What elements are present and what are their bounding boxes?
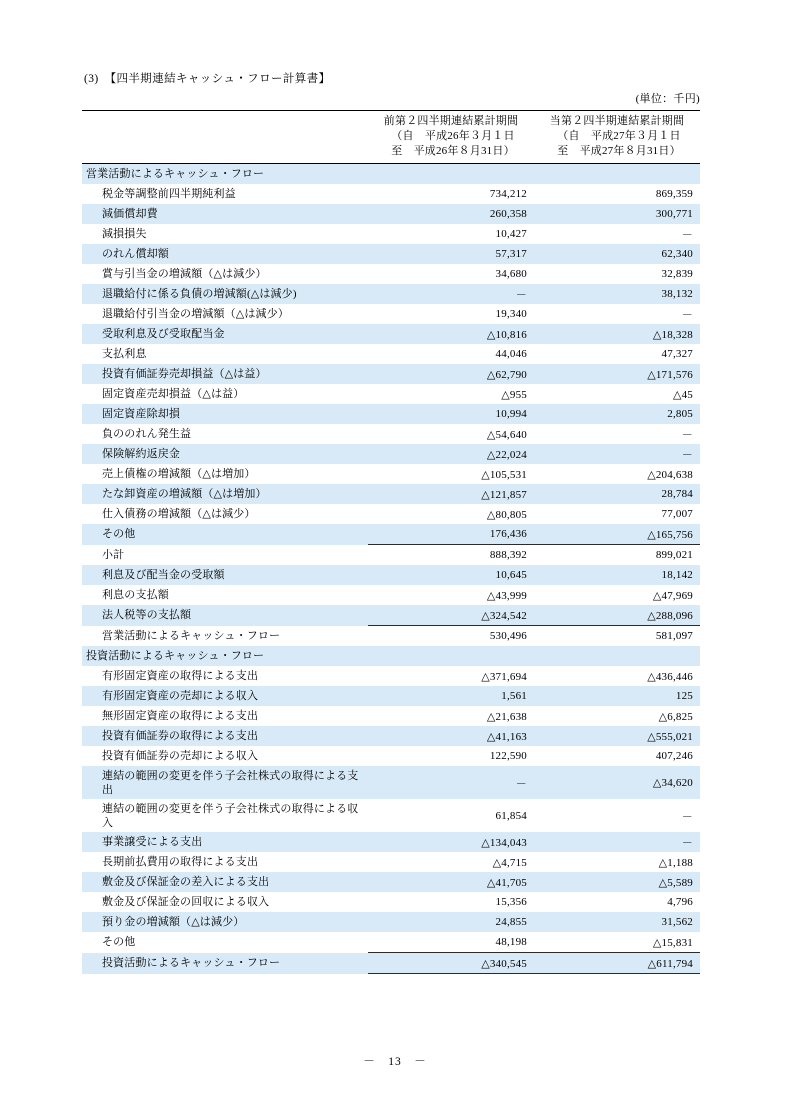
row-label (82, 666, 368, 686)
row-label-text: 投資有価証券の取得による支出 (102, 730, 259, 742)
row-value-curr: － (534, 224, 700, 244)
row-value-curr (534, 164, 700, 185)
prev-period-line1: 前第２四半期連結累計期間 (383, 115, 519, 127)
row-label (82, 264, 368, 284)
row-value-prev: △54,640 (368, 424, 534, 444)
row-value-curr: 32,839 (534, 264, 700, 284)
row-value-curr: 899,021 (534, 545, 700, 566)
row-label (82, 912, 368, 932)
row-label-text: のれん償却額 (102, 248, 169, 260)
table-row (82, 444, 700, 464)
row-label-text: 連結の範囲の変更を伴う子会社株式の取得による支出 (102, 770, 359, 796)
row-label (82, 545, 368, 566)
table-top-rule (82, 110, 700, 111)
table-row (82, 344, 700, 364)
row-value-prev: 10,645 (368, 565, 534, 585)
row-label-text: その他 (102, 528, 136, 541)
table-row (82, 953, 700, 974)
row-value-curr: － (534, 832, 700, 852)
row-value-curr: － (534, 444, 700, 464)
row-value-prev: △134,043 (368, 832, 534, 852)
row-label (82, 164, 368, 185)
row-label (82, 224, 368, 244)
row-value-curr: △204,638 (534, 464, 700, 484)
row-label (82, 504, 368, 524)
table-header (82, 111, 700, 164)
table-body (82, 164, 700, 974)
row-label-text: 長期前払費用の取得による支出 (102, 856, 259, 868)
table-row (82, 204, 700, 224)
row-value-curr: △34,620 (534, 766, 700, 799)
cash-flow-table (82, 110, 700, 974)
table-row (82, 504, 700, 524)
cash-flow-table-wrapper (82, 110, 700, 974)
row-label-text: 投資有価証券売却損益（△は益） (102, 368, 267, 380)
row-value-prev: － (368, 766, 534, 799)
row-value-curr: 125 (534, 686, 700, 706)
row-label-text: 減価償却費 (102, 208, 158, 220)
row-value-curr: 62,340 (534, 244, 700, 264)
row-label-text: 連結の範囲の変更を伴う子会社株式の取得による収入 (102, 803, 359, 829)
row-label (82, 484, 368, 504)
table-row (82, 484, 700, 504)
row-value-curr: 869,359 (534, 184, 700, 204)
table-row (82, 746, 700, 766)
row-label (82, 464, 368, 484)
row-label-text: 有形固定資産の売却による収入 (102, 690, 259, 702)
row-value-prev: 61,854 (368, 799, 534, 832)
unit-note: (単位：千円) (635, 93, 700, 105)
row-label (82, 244, 368, 264)
row-value-curr: △611,794 (534, 953, 700, 974)
curr-period-line2: （自 平成27年３月１日 (557, 130, 681, 142)
row-value-prev: △41,163 (368, 726, 534, 746)
section-number: (3) (84, 73, 99, 85)
row-value-curr: 31,562 (534, 912, 700, 932)
prev-period-line2: （自 平成26年３月１日 (391, 130, 515, 142)
row-value-curr: △5,589 (534, 872, 700, 892)
row-value-curr (534, 646, 700, 666)
row-label-text: 営業活動によるキャッシュ・フロー (86, 168, 265, 180)
row-value-prev: △62,790 (368, 364, 534, 384)
row-value-curr: 4,796 (534, 892, 700, 912)
table-row (82, 464, 700, 484)
table-row (82, 304, 700, 324)
table-row (82, 799, 700, 832)
row-label-text: その他 (102, 936, 136, 949)
row-value-curr: △18,328 (534, 324, 700, 344)
row-value-prev: △371,694 (368, 666, 534, 686)
row-label (82, 686, 368, 706)
table-row (82, 706, 700, 726)
table-row (82, 585, 700, 605)
row-label (82, 565, 368, 585)
row-value-curr: △15,831 (534, 932, 700, 953)
row-value-curr: 581,097 (534, 626, 700, 647)
table-row (82, 224, 700, 244)
row-label (82, 204, 368, 224)
table-row (82, 164, 700, 185)
row-value-prev: 48,198 (368, 932, 534, 953)
row-label (82, 799, 368, 832)
row-value-prev (368, 646, 534, 666)
row-value-curr: 47,327 (534, 344, 700, 364)
table-row (82, 726, 700, 746)
row-label (82, 646, 368, 666)
row-label (82, 852, 368, 872)
row-value-prev: 24,855 (368, 912, 534, 932)
row-label (82, 953, 368, 974)
row-value-prev: － (368, 284, 534, 304)
row-value-prev: △43,999 (368, 585, 534, 605)
row-value-curr: － (534, 424, 700, 444)
row-label-text: 有形固定資産の取得による支出 (102, 670, 259, 682)
row-label-text: 仕入債務の増減額（△は減少） (102, 508, 256, 520)
row-value-curr: 77,007 (534, 504, 700, 524)
row-value-prev: △121,857 (368, 484, 534, 504)
statement-title: 【四半期連結キャッシュ・フロー計算書】 (104, 73, 331, 85)
table-row (82, 666, 700, 686)
row-label-text: 営業活動によるキャッシュ・フロー (102, 629, 281, 642)
row-value-curr: 407,246 (534, 746, 700, 766)
row-label-text: 支払利息 (102, 348, 147, 360)
row-label (82, 284, 368, 304)
row-label-text: 利息の支払額 (102, 589, 169, 601)
row-value-prev: 10,994 (368, 404, 534, 424)
row-value-curr: △45 (534, 384, 700, 404)
row-value-curr: － (534, 799, 700, 832)
table-row (82, 545, 700, 566)
table-row (82, 646, 700, 666)
row-value-prev: △41,705 (368, 872, 534, 892)
table-row (82, 766, 700, 799)
row-value-prev: △105,531 (368, 464, 534, 484)
row-label (82, 585, 368, 605)
header-label-column (82, 111, 368, 164)
row-value-curr: － (534, 304, 700, 324)
row-value-curr: △555,021 (534, 726, 700, 746)
table-row (82, 872, 700, 892)
row-label (82, 324, 368, 344)
row-value-prev: △324,542 (368, 605, 534, 626)
row-value-curr: △171,576 (534, 364, 700, 384)
table-row (82, 324, 700, 344)
row-label-text: 退職給付引当金の増減額（△は減少） (102, 308, 290, 320)
row-label-text: 投資活動によるキャッシュ・フロー (86, 650, 265, 662)
table-row (82, 892, 700, 912)
row-value-prev: △22,024 (368, 444, 534, 464)
row-value-prev: 44,046 (368, 344, 534, 364)
row-label-text: 小計 (102, 548, 125, 561)
row-label (82, 184, 368, 204)
row-label (82, 404, 368, 424)
row-value-curr: 18,142 (534, 565, 700, 585)
row-label-text: 保険解約返戻金 (102, 448, 181, 460)
row-label-text: 敷金及び保証金の回収による収入 (102, 896, 270, 908)
row-label-text: 負ののれん発生益 (102, 428, 192, 440)
row-label-text: 無形固定資産の取得による支出 (102, 710, 259, 722)
row-value-prev: 10,427 (368, 224, 534, 244)
row-value-prev: 19,340 (368, 304, 534, 324)
row-label-text: たな卸資産の増減額（△は増加） (102, 488, 267, 500)
row-value-curr: △165,756 (534, 524, 700, 545)
row-label-text: 法人税等の支払額 (102, 609, 192, 622)
row-label-text: 賞与引当金の増減額（△は減少） (102, 268, 267, 280)
row-label-text: 投資活動によるキャッシュ・フロー (102, 957, 281, 969)
row-label (82, 364, 368, 384)
table-row (82, 524, 700, 545)
row-value-curr: △436,446 (534, 666, 700, 686)
row-label (82, 872, 368, 892)
row-value-curr: 300,771 (534, 204, 700, 224)
row-label-text: 受取利息及び受取配当金 (102, 328, 225, 340)
table-row (82, 404, 700, 424)
row-label-text: 売上債権の増減額（△は増加） (102, 468, 256, 480)
row-value-prev: 34,680 (368, 264, 534, 284)
row-label-text: 敷金及び保証金の差入による支出 (102, 876, 270, 888)
table-row (82, 626, 700, 647)
row-label (82, 892, 368, 912)
table-row (82, 832, 700, 852)
row-value-prev: 530,496 (368, 626, 534, 647)
table-row (82, 244, 700, 264)
page-number: － 13 － (363, 1056, 427, 1068)
row-label (82, 832, 368, 852)
table-row (82, 424, 700, 444)
curr-period-line1: 当第２四半期連結累計期間 (549, 115, 685, 127)
row-label (82, 424, 368, 444)
row-label (82, 304, 368, 324)
row-label-text: 固定資産除却損 (102, 408, 181, 420)
row-value-curr: 28,784 (534, 484, 700, 504)
row-value-prev: △340,545 (368, 953, 534, 974)
row-label-text: 税金等調整前四半期純利益 (102, 188, 236, 200)
row-value-prev: 260,358 (368, 204, 534, 224)
table-row (82, 384, 700, 404)
row-label (82, 932, 368, 953)
table-row (82, 686, 700, 706)
prev-period-line3: 至 平成26年８月31日） (391, 145, 515, 157)
row-value-curr: 2,805 (534, 404, 700, 424)
row-value-prev (368, 164, 534, 185)
row-value-curr: 38,132 (534, 284, 700, 304)
header-curr-period (534, 111, 700, 164)
table-row (82, 605, 700, 626)
row-value-prev: 734,212 (368, 184, 534, 204)
row-value-prev: △955 (368, 384, 534, 404)
table-row (82, 852, 700, 872)
row-label-text: 退職給付に係る負債の増減額(△は減少) (102, 288, 297, 300)
row-label (82, 626, 368, 647)
row-label-text: 利息及び配当金の受取額 (102, 569, 225, 581)
row-label (82, 706, 368, 726)
row-label (82, 384, 368, 404)
row-label (82, 726, 368, 746)
row-value-curr: △47,969 (534, 585, 700, 605)
row-label (82, 524, 368, 545)
table-row (82, 364, 700, 384)
table-row (82, 264, 700, 284)
row-label-text: 固定資産売却損益（△は益） (102, 388, 245, 400)
table-row (82, 565, 700, 585)
table-row (82, 912, 700, 932)
row-value-prev: △80,805 (368, 504, 534, 524)
row-value-prev: 176,436 (368, 524, 534, 545)
header-prev-period (368, 111, 534, 164)
row-label (82, 766, 368, 799)
row-label-text: 預り金の増減額（△は減少） (102, 916, 245, 928)
table-row (82, 284, 700, 304)
table-row (82, 184, 700, 204)
row-value-curr: △1,188 (534, 852, 700, 872)
row-value-prev: 57,317 (368, 244, 534, 264)
row-value-prev: △4,715 (368, 852, 534, 872)
row-label-text: 投資有価証券の売却による収入 (102, 750, 259, 762)
row-label-text: 減損損失 (102, 228, 147, 240)
curr-period-line3: 至 平成27年８月31日） (557, 145, 681, 157)
row-label-text: 事業譲受による支出 (102, 836, 203, 848)
row-label (82, 605, 368, 626)
row-label (82, 444, 368, 464)
row-value-prev: 888,392 (368, 545, 534, 566)
table-row (82, 932, 700, 953)
row-value-prev: 122,590 (368, 746, 534, 766)
row-value-curr: △6,825 (534, 706, 700, 726)
row-value-prev: △21,638 (368, 706, 534, 726)
row-value-prev: 15,356 (368, 892, 534, 912)
row-value-prev: 1,561 (368, 686, 534, 706)
row-label (82, 746, 368, 766)
row-label (82, 344, 368, 364)
page-title (84, 70, 330, 86)
row-value-prev: △10,816 (368, 324, 534, 344)
row-value-curr: △288,096 (534, 605, 700, 626)
